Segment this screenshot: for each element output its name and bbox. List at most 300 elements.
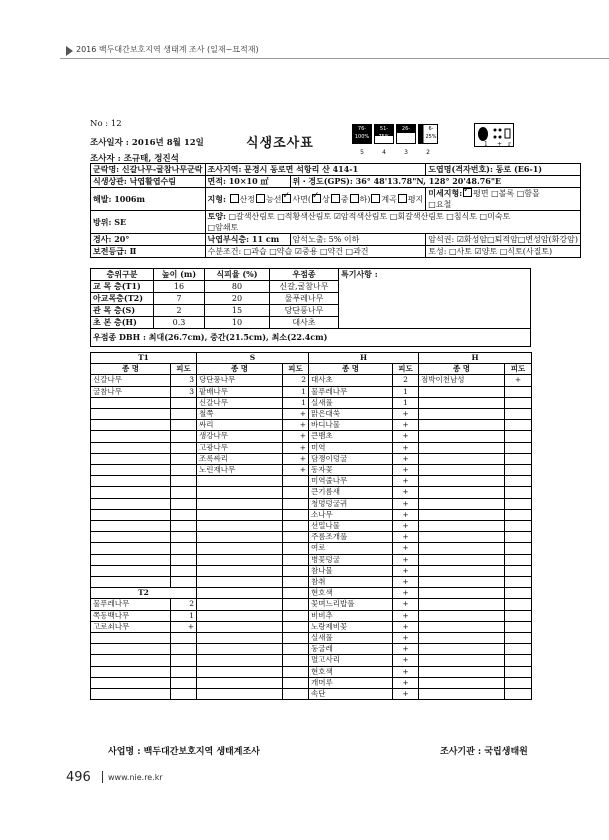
species-name: 속단 bbox=[309, 689, 393, 700]
layer-height: 16 bbox=[154, 281, 205, 293]
species-name bbox=[91, 532, 171, 543]
species-cover bbox=[171, 409, 197, 420]
species-cover: + bbox=[393, 565, 419, 576]
micro-terrain-cell: 미세지형:✓ 평면 □볼록 □함몰 □요철 bbox=[426, 188, 581, 211]
species-name: 선밀나물 bbox=[309, 521, 393, 532]
species-name bbox=[91, 565, 171, 576]
species-cover bbox=[171, 655, 197, 666]
species-cover bbox=[283, 621, 309, 632]
species-name bbox=[91, 543, 171, 554]
species-cover bbox=[283, 666, 309, 677]
table-row bbox=[91, 375, 532, 386]
col-h2: H bbox=[419, 353, 532, 364]
species-name bbox=[91, 409, 171, 420]
running-header bbox=[0, 44, 609, 58]
species-cover bbox=[171, 453, 197, 464]
table-row bbox=[91, 666, 532, 677]
species-cover: + bbox=[393, 420, 419, 431]
species-cover bbox=[171, 666, 197, 677]
species-name bbox=[197, 532, 283, 543]
table-row bbox=[91, 532, 532, 543]
species-cover bbox=[505, 532, 532, 543]
species-cover bbox=[171, 442, 197, 453]
species-name bbox=[91, 689, 171, 700]
layer-name: 교 목 층(T1) bbox=[91, 281, 154, 293]
species-cover bbox=[283, 633, 309, 644]
species-cover bbox=[505, 442, 532, 453]
species-name: 노랑제비꽃 bbox=[309, 621, 393, 632]
species-name: 여로 bbox=[309, 543, 393, 554]
scale-box-3: 26-50% bbox=[396, 124, 416, 144]
species-cover bbox=[505, 588, 532, 599]
species-name bbox=[197, 610, 283, 621]
table-row bbox=[91, 442, 532, 453]
species-cover bbox=[505, 521, 532, 532]
species-name bbox=[419, 509, 505, 520]
species-name bbox=[197, 543, 283, 554]
species-name bbox=[197, 487, 283, 498]
survey-agency: 조사기관 : 국립생태원 bbox=[440, 747, 528, 757]
remarks-cell: 특기사항 : bbox=[339, 269, 531, 329]
species-cover bbox=[171, 487, 197, 498]
scale-num-2: 2 bbox=[426, 149, 430, 156]
species-name bbox=[419, 644, 505, 655]
terrain-checkbox-4[interactable] bbox=[331, 194, 340, 203]
project-name: 사업명 : 백두대간보호지역 생태계조사 bbox=[108, 747, 260, 757]
species-name bbox=[419, 431, 505, 442]
header-rule bbox=[60, 58, 609, 59]
terrain-label: 지형: bbox=[207, 193, 226, 204]
species-cover bbox=[505, 677, 532, 688]
species-cover: + bbox=[393, 599, 419, 610]
species-cover bbox=[171, 543, 197, 554]
species-cover bbox=[505, 554, 532, 565]
species-name bbox=[419, 633, 505, 644]
species-cover: + bbox=[393, 610, 419, 621]
scale-box-2: 6-25% bbox=[418, 124, 438, 144]
species-cover bbox=[505, 420, 532, 431]
species-name bbox=[91, 465, 171, 476]
species-name bbox=[91, 677, 171, 688]
table-row bbox=[91, 610, 532, 621]
species-cover: + bbox=[393, 487, 419, 498]
layer-name: 아교목층(T2) bbox=[91, 293, 154, 305]
layer-header-1: 높이 (m) bbox=[154, 269, 205, 281]
species-cover bbox=[171, 397, 197, 408]
micro-checkbox-flat[interactable] bbox=[463, 188, 472, 197]
scale-num-3: 3 bbox=[404, 149, 408, 156]
species-cover bbox=[505, 397, 532, 408]
layer-table bbox=[90, 268, 531, 347]
scale-box-5: 76-100% bbox=[352, 124, 372, 144]
species-name: 대사초 bbox=[309, 375, 393, 386]
species-name bbox=[91, 397, 171, 408]
species-cover bbox=[283, 487, 309, 498]
species-name: 주름조개풀 bbox=[309, 532, 393, 543]
species-name bbox=[419, 476, 505, 487]
table-row bbox=[91, 509, 532, 520]
species-name: 큰기름새 bbox=[309, 487, 393, 498]
species-cover bbox=[171, 476, 197, 487]
species-cover bbox=[505, 610, 532, 621]
species-name: 철쭉 bbox=[197, 409, 283, 420]
species-cover: + bbox=[393, 588, 419, 599]
species-name bbox=[419, 588, 505, 599]
map-cell: 도엽명(격자번호): 동로 (E6-1) bbox=[426, 164, 581, 176]
species-name bbox=[419, 521, 505, 532]
table-row bbox=[91, 633, 532, 644]
table-row bbox=[91, 655, 532, 666]
species-name bbox=[419, 397, 505, 408]
species-name bbox=[419, 554, 505, 565]
community-cell: 군락명: 신갈나무-굴참나무군락 bbox=[91, 164, 206, 176]
species-cover: 1 bbox=[283, 386, 309, 397]
t2-label: T2 bbox=[91, 588, 197, 599]
species-name bbox=[419, 532, 505, 543]
species-cover: + bbox=[393, 521, 419, 532]
species-name bbox=[197, 677, 283, 688]
species-cover: + bbox=[393, 431, 419, 442]
phase-cell: 식생상관: 낙엽활엽수림 bbox=[91, 176, 206, 188]
species-name: 당단풍나무 bbox=[197, 375, 283, 386]
species-name bbox=[91, 476, 171, 487]
species-cover bbox=[283, 599, 309, 610]
species-name bbox=[419, 409, 505, 420]
species-cover bbox=[171, 577, 197, 588]
table-row bbox=[91, 453, 532, 464]
bedrock-cell: 암석권: ☑화성암□퇴적암□변성암(화강암) bbox=[426, 234, 581, 246]
species-name: 쪽동백나무 bbox=[91, 610, 171, 621]
species-name bbox=[197, 644, 283, 655]
species-name: 고광나무 bbox=[197, 442, 283, 453]
layer-dominant: 물푸레나무 bbox=[270, 293, 339, 305]
species-name: 비비추 bbox=[309, 610, 393, 621]
species-cover bbox=[171, 677, 197, 688]
species-name bbox=[197, 521, 283, 532]
table-row bbox=[91, 420, 532, 431]
species-name bbox=[419, 453, 505, 464]
species-cover bbox=[171, 431, 197, 442]
species-name bbox=[197, 577, 283, 588]
page-number: 496 bbox=[66, 770, 91, 785]
species-cover: + bbox=[393, 543, 419, 554]
dbh-text: 우점종 DBH : 최대(26.7cm), 중간(21.5cm), 최소(22.4cm) bbox=[93, 332, 328, 342]
species-name bbox=[91, 577, 171, 588]
sub-cover: 피도 bbox=[393, 364, 419, 375]
table-row bbox=[91, 487, 532, 498]
sub-cover: 피도 bbox=[171, 364, 197, 375]
species-cover: + bbox=[283, 453, 309, 464]
species-cover bbox=[283, 532, 309, 543]
terrain-opt-7: 평지 bbox=[407, 194, 424, 204]
soil-options: □갈색산림토 □적황색산림토 ☑암적색산림토 □회갈색산림토 □침식토 □미숙토 bbox=[228, 212, 511, 221]
species-name: 담쟁이덩굴 bbox=[309, 453, 393, 464]
table-row bbox=[91, 644, 532, 655]
species-cover: + bbox=[393, 554, 419, 565]
species-cover: + bbox=[393, 666, 419, 677]
sub-name: 종 명 bbox=[419, 364, 505, 375]
species-table bbox=[90, 352, 532, 700]
species-cover: + bbox=[393, 621, 419, 632]
moisture-cell: 수분조건: □과습 □약습 ☑중용 □약건 □과건 bbox=[205, 246, 426, 258]
species-cover: 1 bbox=[171, 610, 197, 621]
species-cover: 2 bbox=[283, 375, 309, 386]
species-cover: + bbox=[393, 442, 419, 453]
species-name: 신갈나무 bbox=[197, 397, 283, 408]
running-title: 2016 백두대간보호지역 생태계 조사 (일재~묘적재) bbox=[76, 45, 259, 54]
layer-dominant: 당단풍나무 bbox=[270, 305, 339, 317]
species-cover bbox=[283, 476, 309, 487]
table-row bbox=[91, 431, 532, 442]
species-cover bbox=[283, 644, 309, 655]
species-name: 고로쇠나무 bbox=[91, 621, 171, 632]
terrain-opt-2: 사면 bbox=[292, 194, 308, 204]
species-cover bbox=[171, 465, 197, 476]
species-cover bbox=[505, 465, 532, 476]
species-name: 병꽃덩굴 bbox=[309, 554, 393, 565]
species-cover bbox=[505, 453, 532, 464]
layer-header-2: 식피율 (%) bbox=[205, 269, 270, 281]
species-name: 미역 bbox=[309, 442, 393, 453]
species-name bbox=[91, 633, 171, 644]
cover-scale-legend bbox=[352, 124, 442, 154]
species-cover: + bbox=[393, 453, 419, 464]
species-name: 조록싸리 bbox=[197, 453, 283, 464]
species-cover bbox=[283, 543, 309, 554]
species-cover: + bbox=[393, 465, 419, 476]
species-cover bbox=[283, 610, 309, 621]
species-name bbox=[419, 689, 505, 700]
species-name bbox=[91, 453, 171, 464]
col-s: S bbox=[197, 353, 309, 364]
table-row bbox=[91, 521, 532, 532]
site-info-table bbox=[90, 163, 581, 258]
aspect-cell: 방위: SE bbox=[91, 211, 206, 234]
scale-num-5: 5 bbox=[360, 149, 364, 156]
terrain-checkbox-2[interactable] bbox=[282, 194, 291, 203]
species-name: 물푸레나무 bbox=[309, 386, 393, 397]
species-name bbox=[419, 565, 505, 576]
triangle-icon bbox=[66, 46, 73, 56]
species-name: 신갈나무 bbox=[91, 375, 171, 386]
col-h: H bbox=[309, 353, 419, 364]
table-row bbox=[91, 409, 532, 420]
species-cover bbox=[171, 498, 197, 509]
species-cover: 2 bbox=[171, 599, 197, 610]
species-cover: + bbox=[283, 431, 309, 442]
species-cover bbox=[505, 666, 532, 677]
layer-dominant: 대사초 bbox=[270, 317, 339, 329]
species-cover bbox=[505, 577, 532, 588]
terrain-opt-1: 능선 bbox=[265, 194, 282, 204]
sub-name: 종 명 bbox=[309, 364, 393, 375]
litter-cell: 낙엽부식층: 11 cm bbox=[205, 234, 290, 246]
layer-height: 7 bbox=[154, 293, 205, 305]
species-cover: + bbox=[171, 621, 197, 632]
terrain-opt-4: 중 bbox=[340, 194, 349, 204]
dbh-cell bbox=[91, 329, 531, 347]
species-cover bbox=[283, 509, 309, 520]
species-cover bbox=[505, 644, 532, 655]
species-name: 물푸레나무 bbox=[91, 599, 171, 610]
species-name bbox=[419, 386, 505, 397]
species-cover: 1 bbox=[283, 397, 309, 408]
gps-cell: 위・경도(GPS): 36° 48'13.78"N, 128° 20'48.76"E bbox=[290, 176, 580, 188]
species-cover bbox=[171, 521, 197, 532]
species-name bbox=[197, 599, 283, 610]
sub-cover: 피도 bbox=[505, 364, 532, 375]
texture-cell: 토성: □사토 ☑양토 □식토(사질토) bbox=[426, 246, 581, 258]
sub-cover: 피도 bbox=[283, 364, 309, 375]
species-name bbox=[419, 498, 505, 509]
table-row bbox=[91, 498, 532, 509]
species-cover bbox=[505, 409, 532, 420]
species-cover: + bbox=[393, 532, 419, 543]
species-cover: + bbox=[393, 689, 419, 700]
species-cover: 1 bbox=[393, 397, 419, 408]
terrain-checkbox-3[interactable] bbox=[312, 194, 321, 203]
species-name bbox=[91, 420, 171, 431]
species-cover: + bbox=[283, 465, 309, 476]
table-row bbox=[91, 565, 532, 576]
soil-options-2: □암쇄토 bbox=[207, 223, 239, 232]
species-cover bbox=[171, 532, 197, 543]
species-cover: 1 bbox=[393, 386, 419, 397]
table-row bbox=[91, 599, 532, 610]
scale-num-4: 4 bbox=[382, 149, 386, 156]
table-row bbox=[91, 689, 532, 700]
species-name bbox=[419, 442, 505, 453]
terrain-cell: 지형: 산정 능선✓ 사면(✓ 상 중 하) 계곡 평지 bbox=[205, 188, 426, 211]
species-name: 꽃며느리밥풀 bbox=[309, 599, 393, 610]
surveyors: 조사자 : 조규태, 정진석 bbox=[90, 154, 179, 164]
species-cover: + bbox=[393, 655, 419, 666]
species-cover bbox=[171, 565, 197, 576]
species-name bbox=[419, 621, 505, 632]
terrain-opt-0: 산정 bbox=[239, 194, 255, 204]
page-separator bbox=[102, 771, 103, 783]
species-cover: + bbox=[283, 409, 309, 420]
table-row bbox=[91, 465, 532, 476]
species-cover: 2 bbox=[393, 375, 419, 386]
species-name bbox=[419, 677, 505, 688]
species-cover: + bbox=[393, 476, 419, 487]
species-name bbox=[197, 621, 283, 632]
survey-number: No : 12 bbox=[90, 119, 122, 129]
layer-name: 관 목 층(S) bbox=[91, 305, 154, 317]
layer-dominant: 신갈,굴참나무 bbox=[270, 281, 339, 293]
terrain-checkbox-6[interactable] bbox=[371, 194, 380, 203]
area-cell: 면적: 10×10 ㎡ bbox=[205, 176, 290, 188]
species-name: 점박이천남성 bbox=[419, 375, 505, 386]
table-row bbox=[91, 577, 532, 588]
species-cover: + bbox=[393, 577, 419, 588]
species-cover bbox=[171, 644, 197, 655]
species-name: 둥굴레 bbox=[309, 644, 393, 655]
species-cover bbox=[283, 565, 309, 576]
table-row bbox=[91, 588, 532, 599]
species-name bbox=[197, 498, 283, 509]
species-cover bbox=[505, 565, 532, 576]
species-name: 청멍덩굴귀 bbox=[309, 498, 393, 509]
layer-cover: 15 bbox=[205, 305, 270, 317]
scale-num-r: r bbox=[508, 141, 511, 148]
species-name bbox=[91, 521, 171, 532]
scale-box-4: 51-75% bbox=[374, 124, 394, 144]
soil-label: 토양: bbox=[207, 211, 226, 221]
species-name: 동자꽃 bbox=[309, 465, 393, 476]
species-name: 큰뱀초 bbox=[309, 431, 393, 442]
species-cover bbox=[505, 633, 532, 644]
micro-label: 미세지형: bbox=[428, 188, 463, 198]
soil-cell bbox=[205, 211, 580, 234]
species-cover: + bbox=[393, 633, 419, 644]
altitude-cell: 해발: 1006m bbox=[91, 188, 206, 211]
scale-num-plus: + bbox=[497, 141, 503, 148]
species-cover bbox=[283, 677, 309, 688]
slope-cell: 경사: 20° bbox=[91, 234, 206, 246]
layer-name: 초 본 층(H) bbox=[91, 317, 154, 329]
species-name bbox=[419, 487, 505, 498]
species-name bbox=[197, 565, 283, 576]
terrain-checkbox-5[interactable] bbox=[350, 194, 359, 203]
species-cover bbox=[505, 431, 532, 442]
species-cover bbox=[505, 543, 532, 554]
terrain-checkbox-7[interactable] bbox=[398, 194, 407, 203]
species-cover bbox=[505, 509, 532, 520]
species-cover bbox=[283, 689, 309, 700]
species-name bbox=[419, 599, 505, 610]
species-name: 멸고사리 bbox=[309, 655, 393, 666]
species-name: 미역줄나무 bbox=[309, 476, 393, 487]
species-cover bbox=[171, 689, 197, 700]
site-url: www.nie.re.kr bbox=[108, 773, 163, 782]
species-cover bbox=[505, 476, 532, 487]
species-name bbox=[419, 610, 505, 621]
form-title: 식생조사표 bbox=[246, 136, 314, 151]
layer-cover: 20 bbox=[205, 293, 270, 305]
species-cover bbox=[505, 498, 532, 509]
species-name bbox=[91, 554, 171, 565]
terrain-checkbox-0[interactable] bbox=[230, 194, 239, 203]
species-cover: + bbox=[393, 509, 419, 520]
species-name: 맑은대쑥 bbox=[309, 409, 393, 420]
species-name bbox=[419, 420, 505, 431]
species-cover bbox=[283, 498, 309, 509]
sub-name: 종 명 bbox=[91, 364, 171, 375]
species-name bbox=[197, 666, 283, 677]
species-cover bbox=[283, 588, 309, 599]
species-name bbox=[91, 509, 171, 520]
species-name bbox=[419, 666, 505, 677]
terrain-checkbox-1[interactable] bbox=[256, 194, 265, 203]
species-name bbox=[91, 442, 171, 453]
species-cover: + bbox=[283, 420, 309, 431]
species-name bbox=[197, 509, 283, 520]
species-name bbox=[419, 577, 505, 588]
species-cover bbox=[283, 577, 309, 588]
species-cover: 3 bbox=[171, 375, 197, 386]
species-cover bbox=[283, 554, 309, 565]
terrain-opt-5: 하 bbox=[359, 194, 368, 204]
species-cover: + bbox=[393, 644, 419, 655]
layer-header-3: 우점종 bbox=[270, 269, 339, 281]
species-name: 싸리 bbox=[197, 420, 283, 431]
species-name: 참나물 bbox=[309, 565, 393, 576]
scale-num-1: 1 bbox=[484, 141, 488, 148]
protection-cell: 보전등급: Ⅱ bbox=[91, 246, 206, 258]
species-cover bbox=[171, 509, 197, 520]
